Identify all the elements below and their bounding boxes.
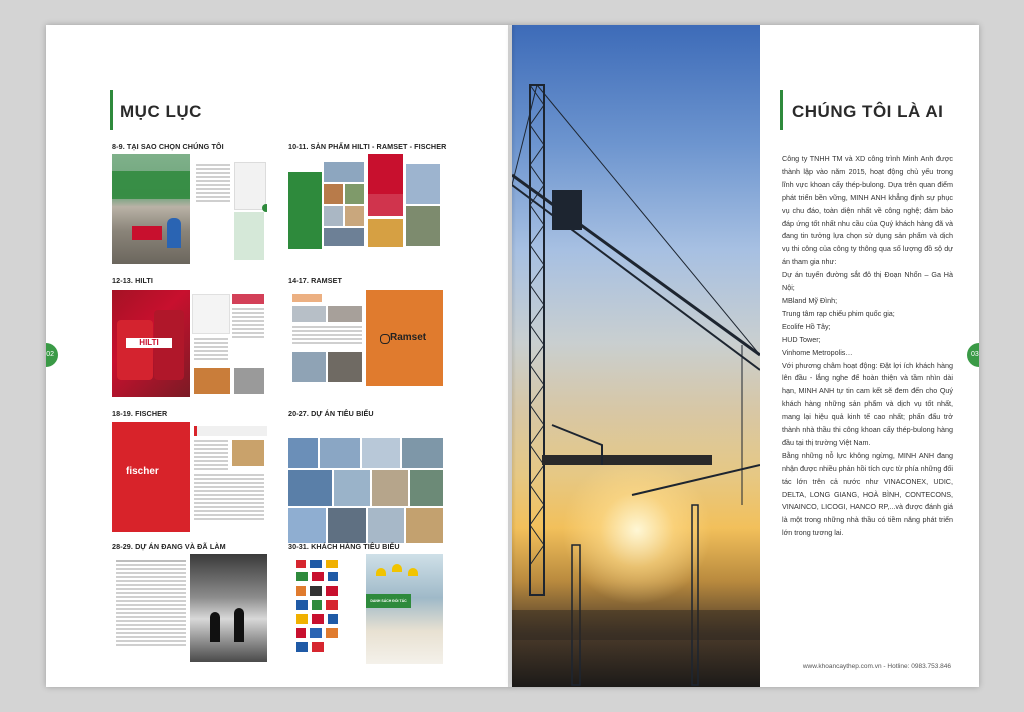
construction-crane-photo [512,25,760,687]
about-body-text [782,153,953,540]
toc-thumbnail[interactable] [288,290,443,386]
fischer-logo: fischer [126,466,159,477]
ramset-logo: Ramset [390,332,427,343]
left-page [46,25,512,687]
toc-label: 8-9. TẠI SAO CHỌN CHÚNG TÔI [112,142,224,151]
hilti-logo: HILTI [126,338,172,348]
page-number-tab [46,343,58,367]
spine-shadow [508,25,516,687]
toc-thumbnail[interactable] [288,554,443,664]
about-paragraph: Vinhome Metropolis… [782,347,853,357]
about-paragraph: Bằng những nỗ lực không ngừng, MINH ANH đang nhận được nhiều phản hồi tích cực từ phía những đối tác lớn trên cả nước như VINACONEX, UDIC, DELTA, LONG GIANG, HOÀ BÌNH, CONTECONS, VINAINCO, LICOGI, HANCO RP,...và được đánh giá là một trong những nhà thầu có tiềm năng phát triển lớn trong tương lai. [782,450,954,538]
about-paragraph: Ecolife Hồ Tây; [782,321,831,331]
title-accent-bar [780,90,783,130]
about-paragraph: Với phương châm hoạt động: Đặt lợi ích khách hàng lên đầu - lắng nghe để hoàn thiện và tầm nhìn dài hạn, MINH ANH tự tin cam kết sẽ đem đến cho Quý khách hàng những sản phẩm và dịch vụ tốt nhất, mang lại hiệu quả kinh tế cao nhất; phấn đấu trở thành nhà thầu thi công khoan cấy thép-bulong hàng đầu tại thị trường Việt Nam. [782,360,953,447]
page-number: 03 [971,351,979,358]
about-paragraph: MBland Mỹ Đình; [782,295,838,305]
toc-thumbnail[interactable] [112,422,267,532]
toc-label: 10-11. SẢN PHẨM HILTI - RAMSET - FISCHER [288,142,447,151]
toc-label: 28-29. DỰ ÁN ĐANG VÀ ĐÃ LÀM [112,542,226,551]
toc-label: 18-19. FISCHER [112,409,168,418]
page-title: CHÚNG TÔI LÀ AI [792,102,944,121]
page-title: MỤC LỤC [120,102,202,121]
toc-thumbnail[interactable] [288,154,443,249]
crane-silhouettes [512,25,760,687]
about-paragraph: Dự án tuyến đường sắt đô thị Đoạn Nhổn – Ga Hà Nội; [782,270,953,293]
ramset-logo-icon [380,334,390,344]
title-accent-bar [110,90,113,130]
partner-banner: DANH SÁCH ĐỐI TÁC [366,594,411,608]
toc-thumbnail[interactable] [112,290,267,397]
about-paragraph: Công ty TNHH TM và XD công trình Minh Anh được thành lập vào năm 2015, hoạt động chủ yếu trong lĩnh vực khoan cấy thép-bulong. Dựa trên quan điểm phát triển bền vững, MINH ANH khẳng định sự phục vụ chu đáo, toàn diện nhất về công nghệ; đảm bảo đáp ứng tốt nhất nhu cầu của Quý khách hàng đã và đang tin tưởng lựa chọn sử dụng sản phẩm và dịch vụ thi công của công ty thông qua số lượng đồ sộ dự án tham gia như: [782,154,953,267]
toc-label: 12-13. HILTI [112,276,154,285]
toc-label: 20-27. DỰ ÁN TIÊU BIỂU [288,409,374,418]
toc-thumbnail[interactable] [112,554,267,662]
footer-contact: www.khoancaythep.com.vn - Hotline: 0983.753.846 [802,663,951,670]
page-number-tab [967,343,979,367]
toc-label: 14-17. RAMSET [288,276,343,285]
about-paragraph: Trung tâm rạp chiếu phim quốc gia; [782,308,895,318]
right-page [512,25,979,687]
about-paragraph: HUD Tower; [782,334,821,344]
toc-thumbnail[interactable] [288,438,443,543]
toc-thumbnail[interactable] [112,154,267,264]
page-number: 02 [46,351,54,358]
toc-label: 30-31. KHÁCH HÀNG TIÊU BIỂU [288,542,400,551]
